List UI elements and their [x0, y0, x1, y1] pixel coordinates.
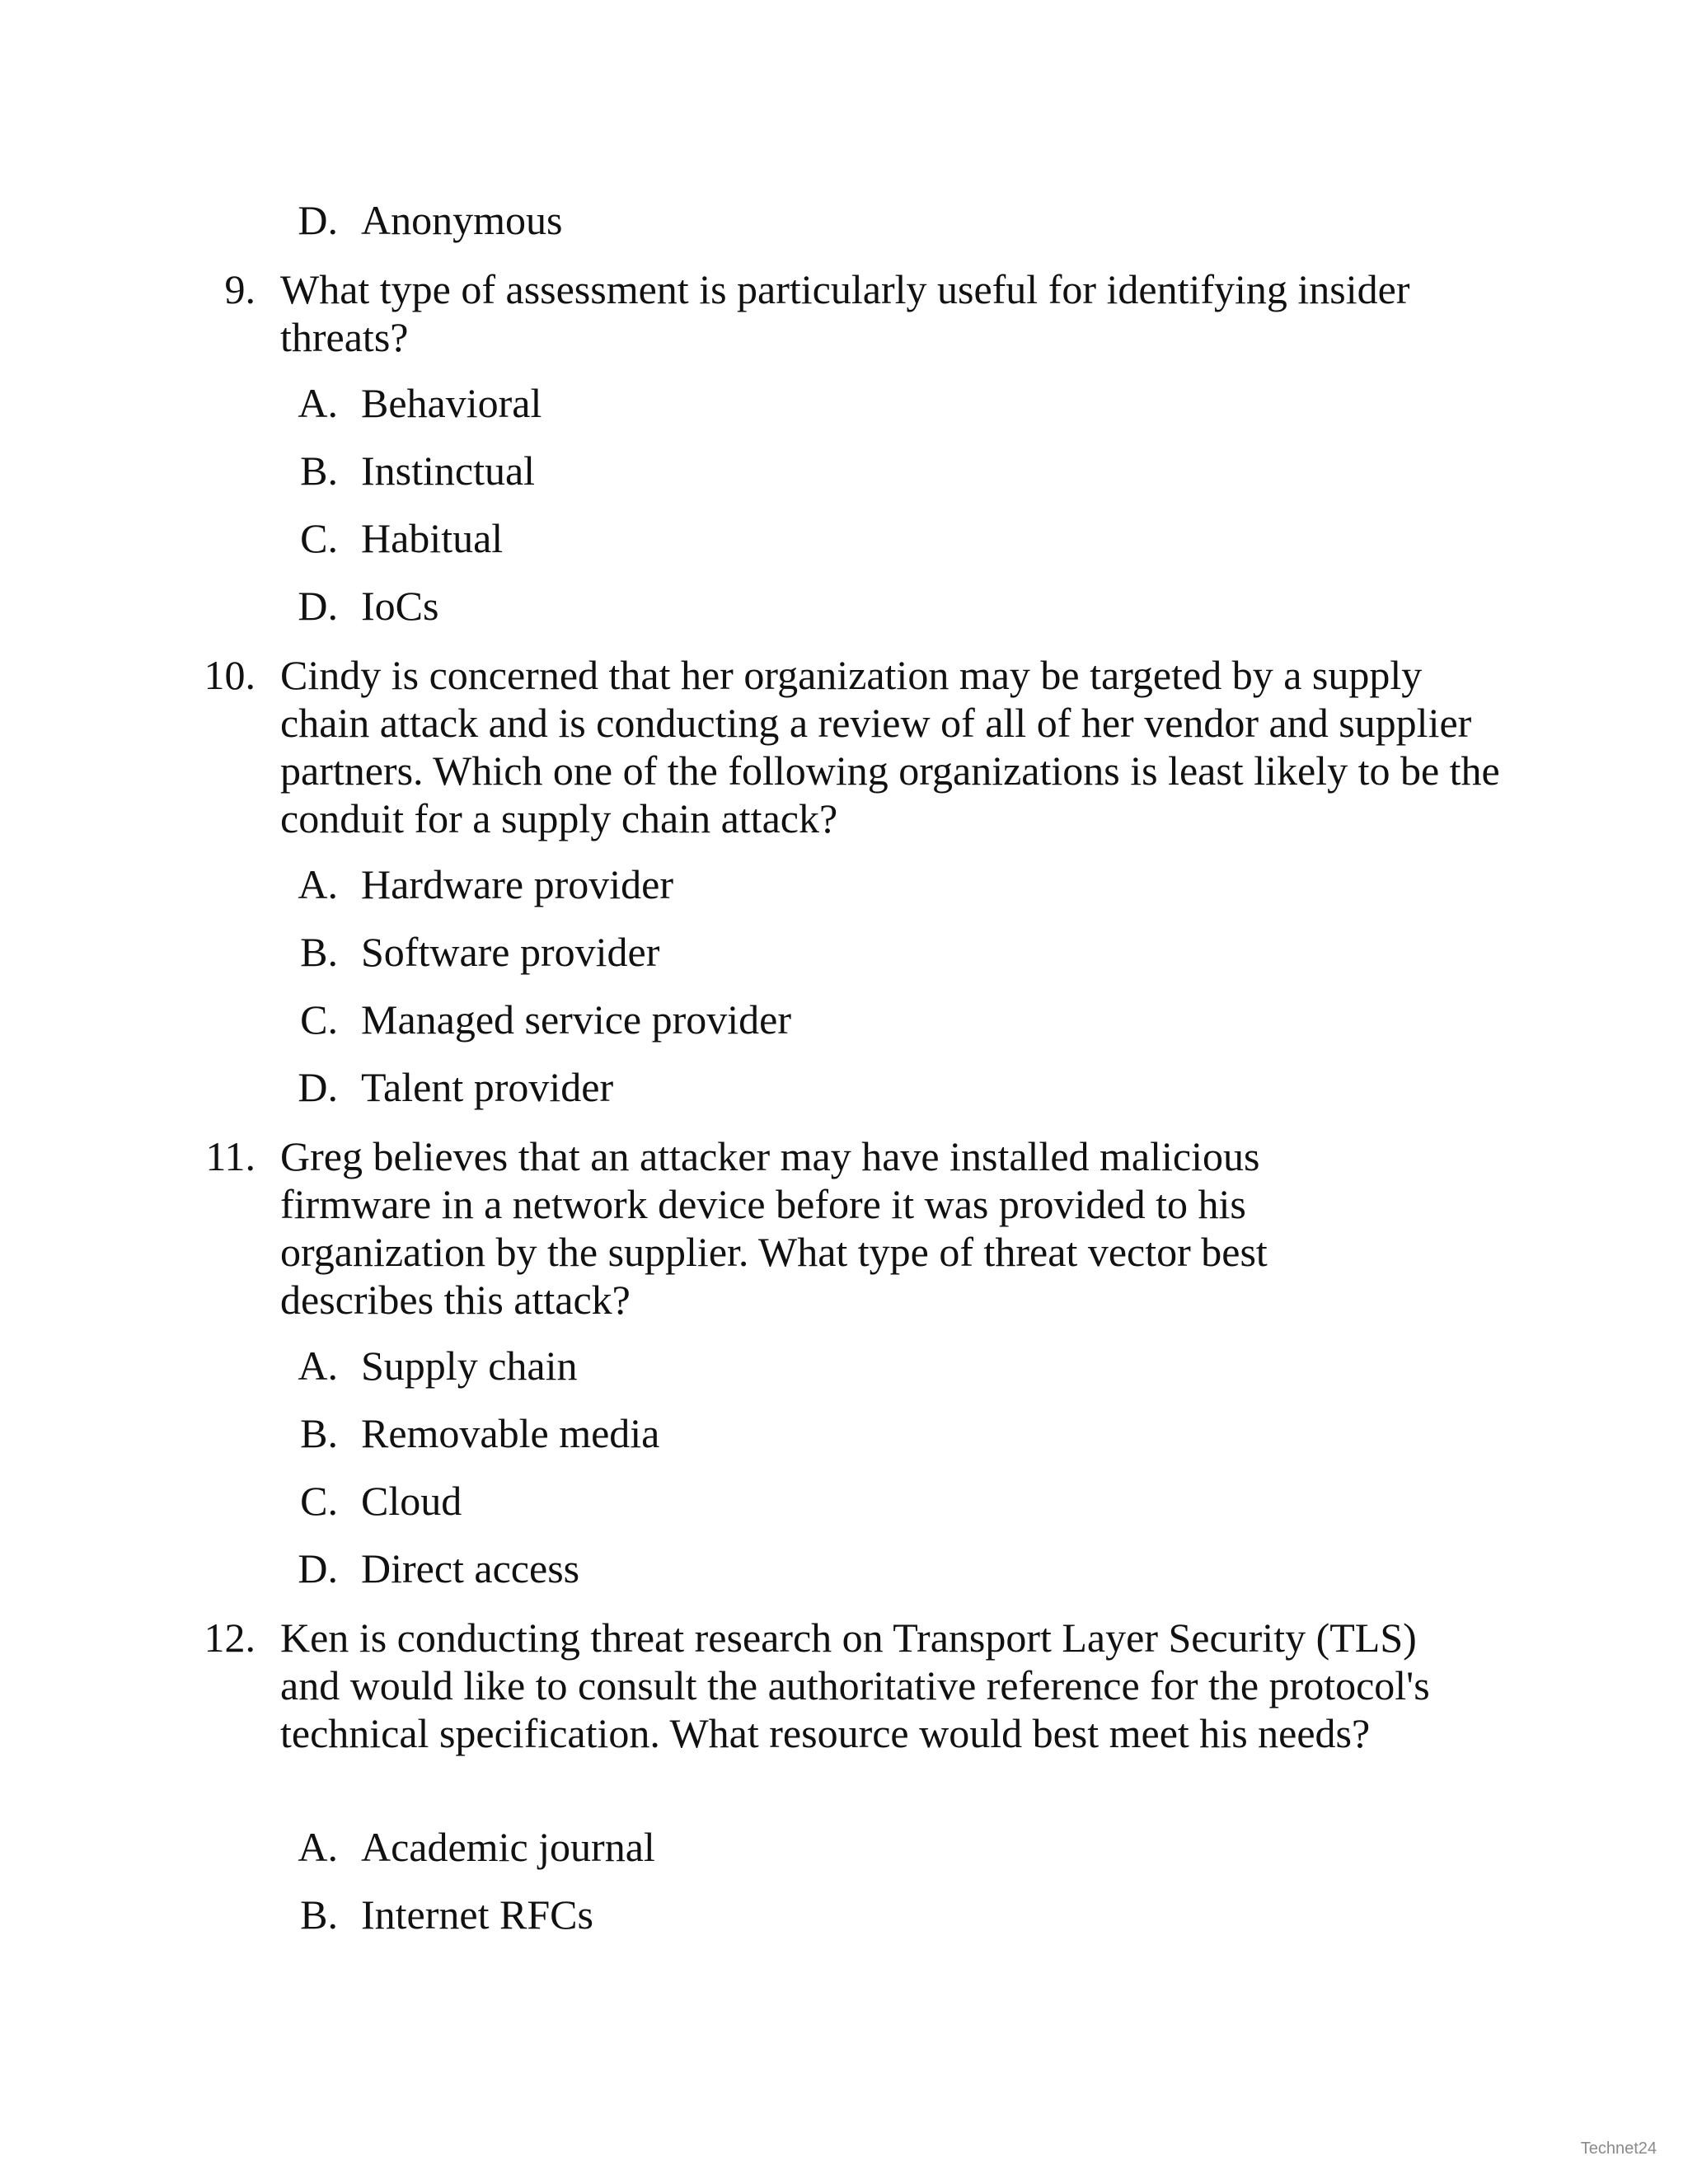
option-text: Instinctual [361, 448, 536, 494]
option-text: Managed service provider [361, 996, 791, 1043]
option-letter: C. [300, 996, 338, 1043]
option-letter: B. [300, 1891, 338, 1938]
option-text: Behavioral [361, 380, 542, 426]
option-letter: D. [298, 583, 338, 629]
option-letter: A. [298, 380, 338, 426]
option-text: Internet RFCs [361, 1891, 593, 1938]
question-number: 12. [204, 1615, 256, 1661]
option-letter: A. [298, 861, 338, 907]
option-letter: D. [298, 1545, 338, 1591]
option-text: Habitual [361, 515, 504, 561]
option-text: Cloud [361, 1478, 462, 1524]
option-letter: A. [298, 1343, 338, 1389]
option-letter: B. [300, 929, 338, 975]
footer-watermark: Technet24 [1580, 2139, 1657, 2158]
option-letter: B. [300, 1410, 338, 1456]
option-letter: C. [300, 1478, 338, 1524]
question-text: Greg believes that an attacker may have installed malicious firmware in a network device before it was provided to his organization by the supplier. What type of threat vector best describes this attack? [280, 1133, 1268, 1323]
option-text: Talent provider [361, 1064, 614, 1110]
option-text: Supply chain [361, 1343, 578, 1389]
option-text: Academic journal [361, 1824, 655, 1870]
option-text: Anonymous [361, 197, 563, 243]
option-text: IoCs [361, 583, 439, 629]
question-number: 9. [224, 266, 256, 312]
option-letter: A. [298, 1824, 338, 1870]
option-text: Hardware provider [361, 861, 673, 907]
question-text: What type of assessment is particularly useful for identifying insider threats? [280, 266, 1410, 360]
question-number: 11. [205, 1133, 256, 1179]
option-letter: B. [300, 448, 338, 494]
option-text: Direct access [361, 1545, 580, 1591]
option-letter: D. [298, 197, 338, 243]
question-text: Ken is conducting threat research on Transport Layer Security (TLS) and would like to consult the authoritative reference for the protocol's technical specification. What resource would best meet his needs? [280, 1615, 1430, 1756]
option-letter: D. [298, 1064, 338, 1110]
option-text: Software provider [361, 929, 660, 975]
question-number: 10. [204, 652, 256, 698]
option-text: Removable media [361, 1410, 660, 1456]
question-text: Cindy is concerned that her organization may be targeted by a supply chain attack and is conducting a review of all of her vendor and supplier partners. Which one of the following organizations is least likely to be the conduit for a supply chain attack? [280, 652, 1500, 841]
option-letter: C. [300, 515, 338, 561]
